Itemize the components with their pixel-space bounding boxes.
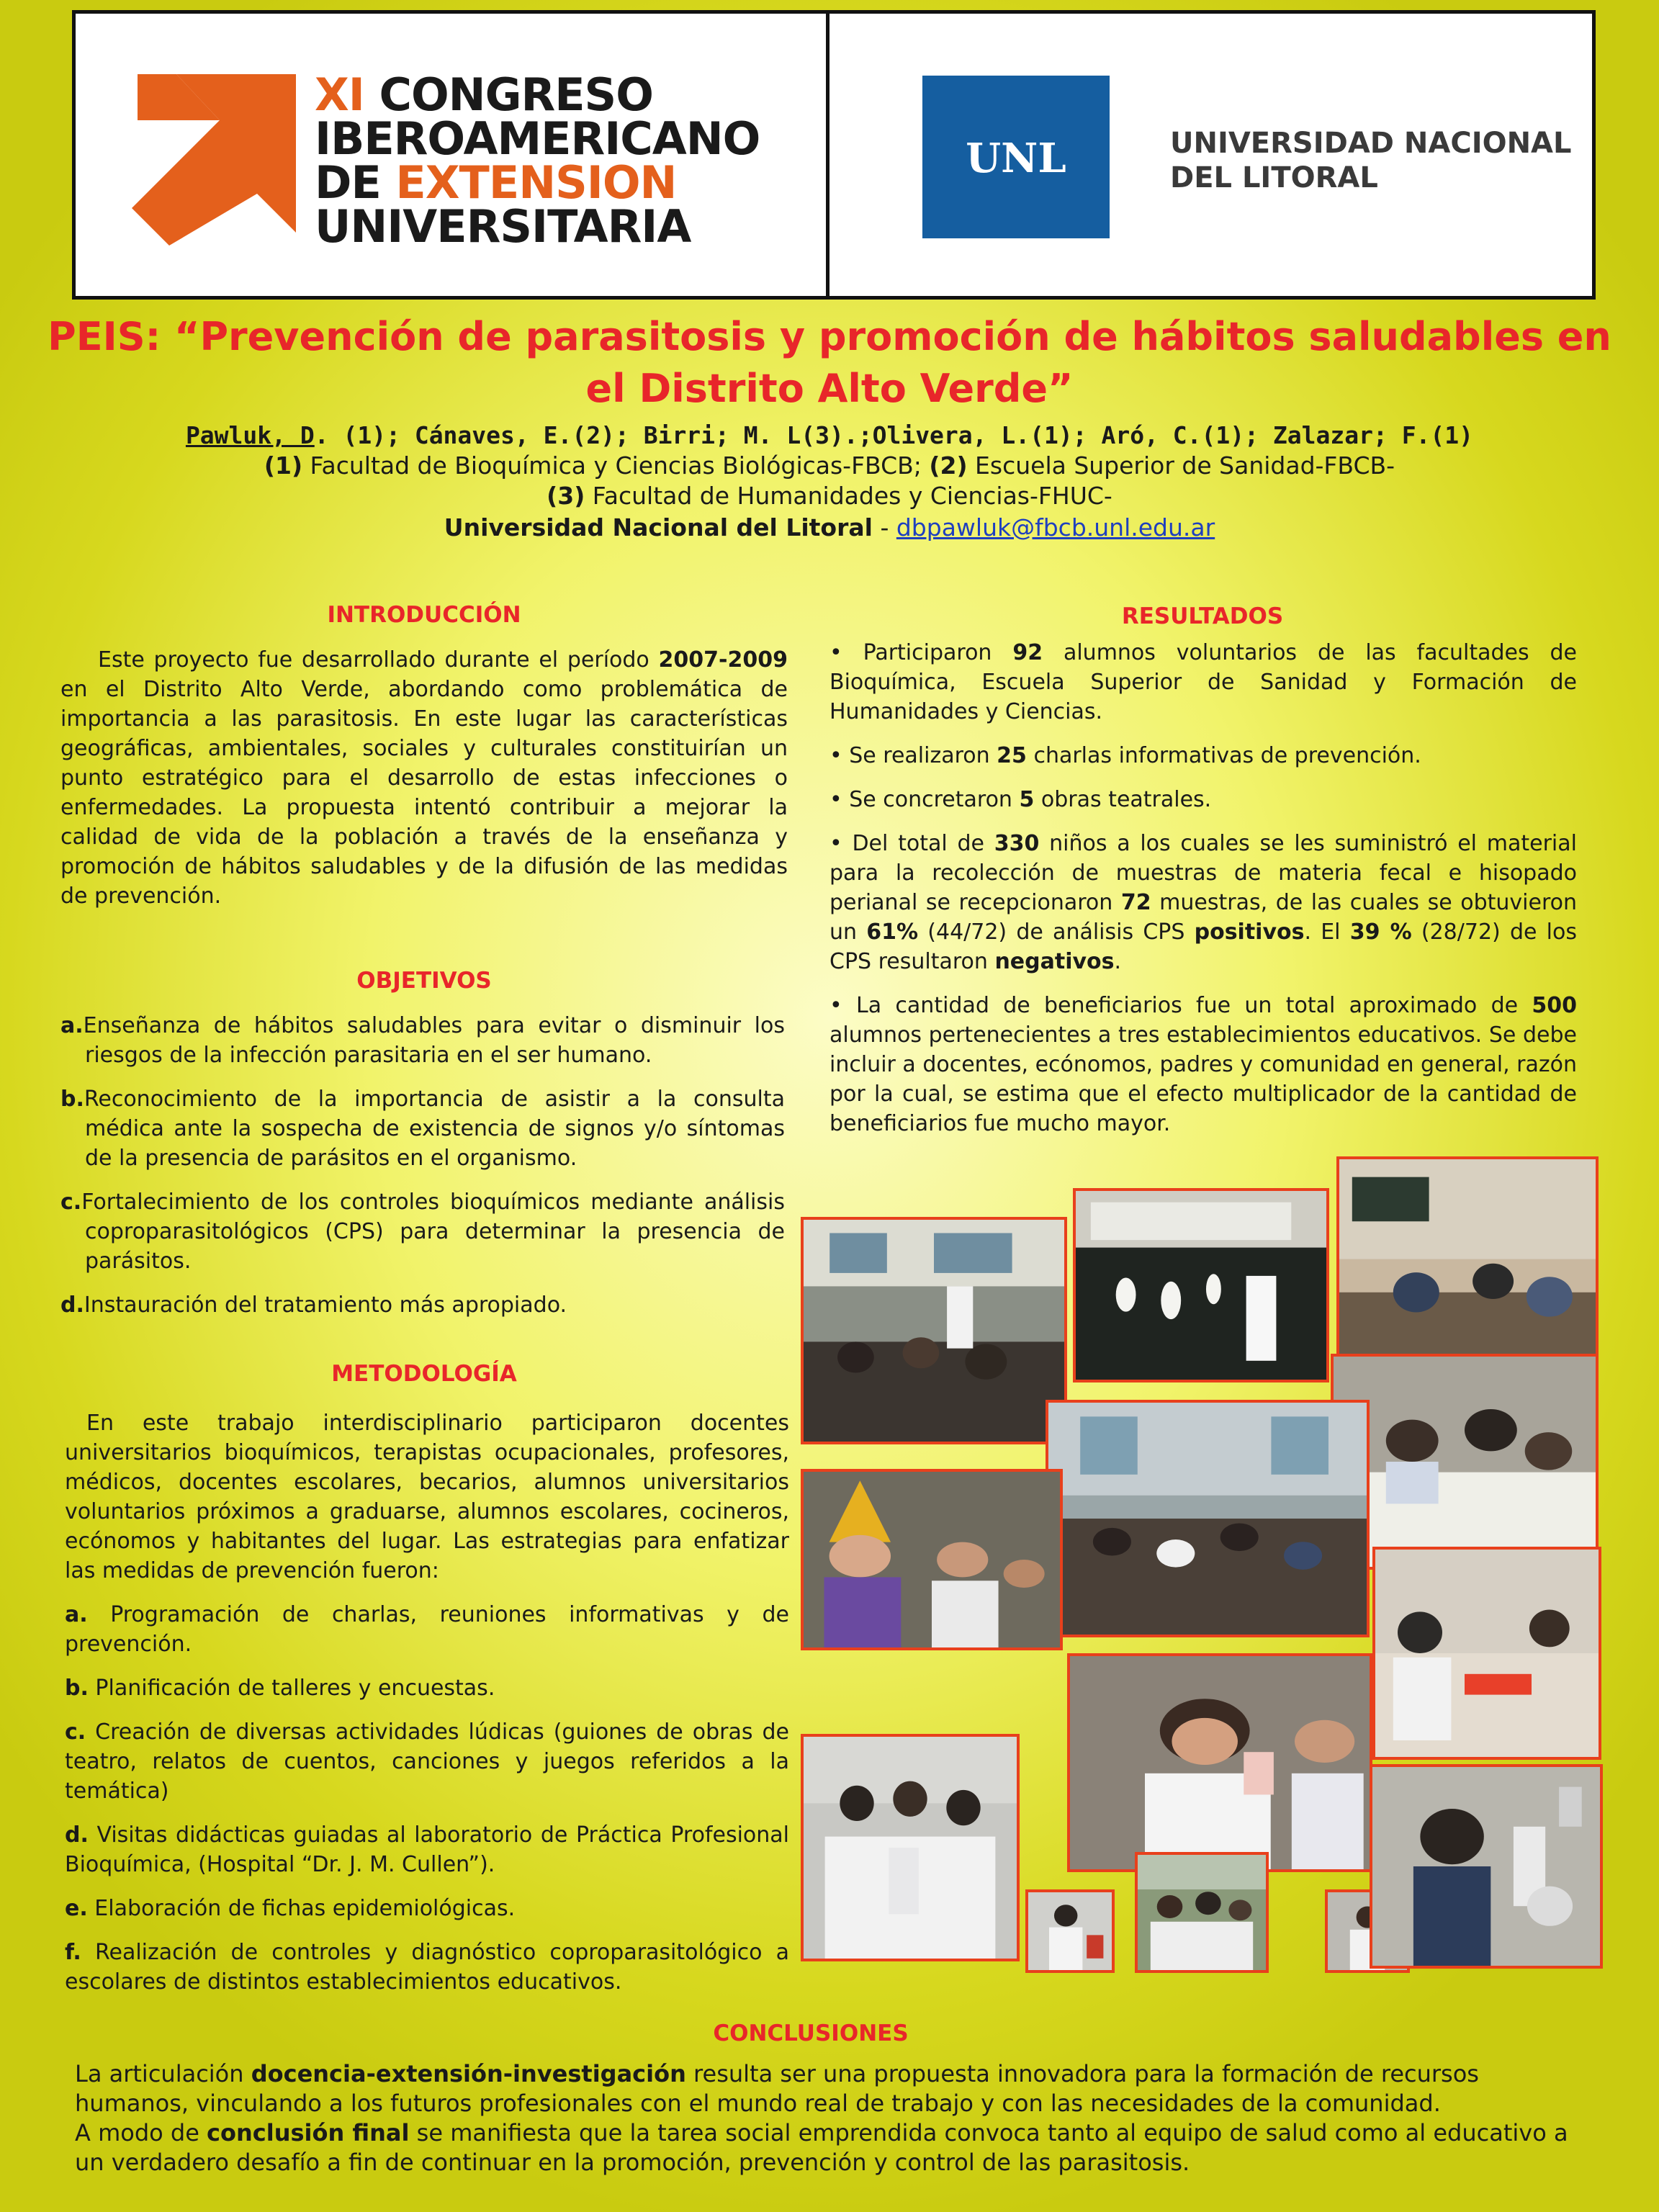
university-label: Universidad Nacional del Litoral — [444, 513, 873, 541]
congress-line-1: XI CONGRESO — [315, 68, 653, 121]
congress-line-4: UNIVERSITARIA — [315, 200, 691, 253]
other-authors: . (1); Cánaves, E.(2); Birri; M. L(3).;Olivera, L.(1); Aró, C.(1); Zalazar; F.(1) — [314, 421, 1474, 449]
conclusiones-heading: CONCLUSIONES — [713, 2020, 909, 2046]
university-contact-line: Universidad Nacional del Litoral - dbpawluk@fbcb.unl.edu.ar — [444, 513, 1215, 541]
photo-blackboard-parasites — [1073, 1188, 1329, 1382]
photo-lab-small-1 — [1025, 1889, 1115, 1973]
resultados-body — [830, 638, 1577, 1153]
metodologia-item-b: b. Planificación de talleres y encuestas. — [65, 1676, 495, 1701]
photo-group-work — [1331, 1354, 1599, 1570]
resultados-heading: RESULTADOS — [1121, 603, 1284, 629]
conclusion-2: A modo de conclusión final se manifiesta que la tarea social emprendida convoca tanto al equipo de salud como al educativo a un verdadero desafío a fin de continuar en la promoción, prevención y control de las parasitosis. — [75, 2119, 1568, 2176]
conclusiones-body — [75, 2059, 1594, 2177]
objetivos-heading: OBJETIVOS — [356, 968, 492, 994]
objetivo-item-d: d.Instauración del tratamiento más apropiado. — [60, 1292, 567, 1318]
objetivos-list — [60, 1011, 785, 1334]
affiliation-line-2: (3) Facultad de Humanidades y Ciencias-FHUC- — [547, 482, 1112, 510]
introduccion-body: Este proyecto fue desarrollado durante el período 2007-2009 en el Distrito Alto Verde, abordando como problemática de importancia a las parasitosis. En este lugar las características geográficas, ambientales, sociales y culturales constituirían un punto estratégico para el desarrollo de estas infecciones o enfermedades. La propuesta intentó contribuir a mejorar la calidad de vida de la población a través de la enseñanza y promoción de hábitos saludables y de la difusión de las medidas de prevención. — [60, 647, 788, 909]
university-name — [1170, 126, 1572, 195]
objetivo-item-a: a.Enseñanza de hábitos saludables para evitar o disminuir los riesgos de la infección parasitaria en el ser humano. — [60, 1013, 785, 1068]
conclusion-1: La articulación docencia-extensión-investigación resulta ser una propuesta innovadora para la formación de recursos humanos, vinculando a los futuros profesionales con el mundo real de trabajo y con las necesidades de la comunidad. — [75, 2060, 1479, 2117]
photo-classroom-talk — [801, 1217, 1067, 1444]
resultado-1: • Participaron 92 alumnos voluntarios de las facultades de Bioquímica, Escuela Superior de Sanidad y Formación de Humanidades y Ciencias. — [830, 640, 1577, 724]
resultado-2: • Se realizaron 25 charlas informativas de prevención. — [830, 743, 1421, 768]
authors-line — [43, 421, 1616, 451]
congress-line-3: DE EXTENSION — [315, 156, 677, 209]
photo-school-hall — [1046, 1400, 1370, 1637]
contact-email-link[interactable]: dbpawluk@fbcb.unl.edu.ar — [896, 513, 1215, 541]
header-banner — [72, 10, 1596, 300]
unl-logo-text: UNL — [966, 135, 1066, 182]
resultado-4: • Del total de 330 niños a los cuales se les suministró el material para la recolección de muestras de materia fecal e hisopado perianal se recepcionaron 72 muestras, de las cuales se obtuvieron un 61% (44/72) de análisis CPS positivos. El 39 % (28/72) de los CPS resultaron negativos. — [830, 831, 1578, 974]
affiliation-line-1: (1) Facultad de Bioquímica y Ciencias Biológicas-FBCB; (2) Escuela Superior de Sanidad-FBCB- — [264, 451, 1395, 480]
resultado-5: • La cantidad de beneficiarios fue un total aproximado de 500 alumnos pertenecientes a tres establecimientos educativos. Se debe incluir a docentes, ecónomos, padres y comunidad en general, razón por la cual, se estima que el efecto multiplicador de la cantidad de beneficiarios fue mucho mayor. — [830, 993, 1578, 1136]
photo-microscope — [1370, 1764, 1603, 1969]
resultado-3: • Se concretaron 5 obras teatrales. — [830, 787, 1212, 812]
photo-students-desks — [1336, 1156, 1599, 1384]
header-divider — [826, 14, 830, 296]
university-name-line-1: UNIVERSIDAD NACIONAL — [1170, 127, 1572, 160]
poster-title: PEIS: “Prevención de parasitosis y promoción de hábitos saludables en el Distrito Alto Verde” — [48, 314, 1611, 411]
metodologia-intro: En este trabajo interdisciplinario participaron docentes universitarios bioquímicos, terapistas ocupacionales, profesores, médicos, docentes escolares, becarios, alumnos universitarios voluntarios próximos a graduarse, alumnos escolares, cocineros, ecónomos y habitantes del lugar. Las estrategias para enfatizar las medidas de prevención fueron: — [65, 1411, 789, 1583]
first-author: Pawluk, D — [185, 421, 315, 449]
introduccion-heading: INTRODUCCIÓN — [327, 602, 521, 628]
photo-table-activity — [1372, 1547, 1601, 1760]
objetivo-item-b: b.Reconocimiento de la importancia de asistir a la consulta médica ante la sospecha de existencia de signos y/o síntomas de la presencia de parásitos en el organismo. — [60, 1087, 785, 1171]
metodologia-heading: METODOLOGÍA — [331, 1361, 517, 1387]
photo-lab-visit — [801, 1734, 1020, 1961]
metodologia-body — [65, 1408, 789, 2011]
metodologia-item-d: d. Visitas didácticas guiadas al laboratorio de Práctica Profesional Bioquímica, (Hospital “Dr. J. M. Cullen”). — [65, 1822, 789, 1877]
metodologia-item-a: a. Programación de charlas, reuniones informativas y de prevención. — [65, 1602, 789, 1657]
metodologia-item-e: e. Elaboración de fichas epidemiológicas. — [65, 1896, 516, 1921]
university-name-line-2: DEL LITORAL — [1170, 161, 1378, 194]
congress-title — [315, 68, 760, 253]
photo-girl-sample-bottle — [1067, 1653, 1372, 1872]
metodologia-item-f: f. Realización de controles y diagnóstico coproparasitológico a escolares de distintos establecimientos educativos. — [65, 1940, 789, 1995]
congress-line-2: IBEROAMERICANO — [315, 112, 760, 165]
photo-clown-children — [801, 1469, 1063, 1650]
objetivo-item-c: c.Fortalecimiento de los controles bioquímicos mediante análisis coproparasitológicos (CPS) para determinar la presencia de parásitos. — [60, 1190, 785, 1274]
congress-arrow-logo-icon — [116, 70, 303, 250]
photo-outdoor-group — [1135, 1852, 1269, 1973]
metodologia-item-c: c. Creación de diversas actividades lúdicas (guiones de obras de teatro, relatos de cuentos, canciones y juegos referidos a la temática) — [65, 1719, 789, 1804]
unl-logo — [922, 76, 1110, 238]
